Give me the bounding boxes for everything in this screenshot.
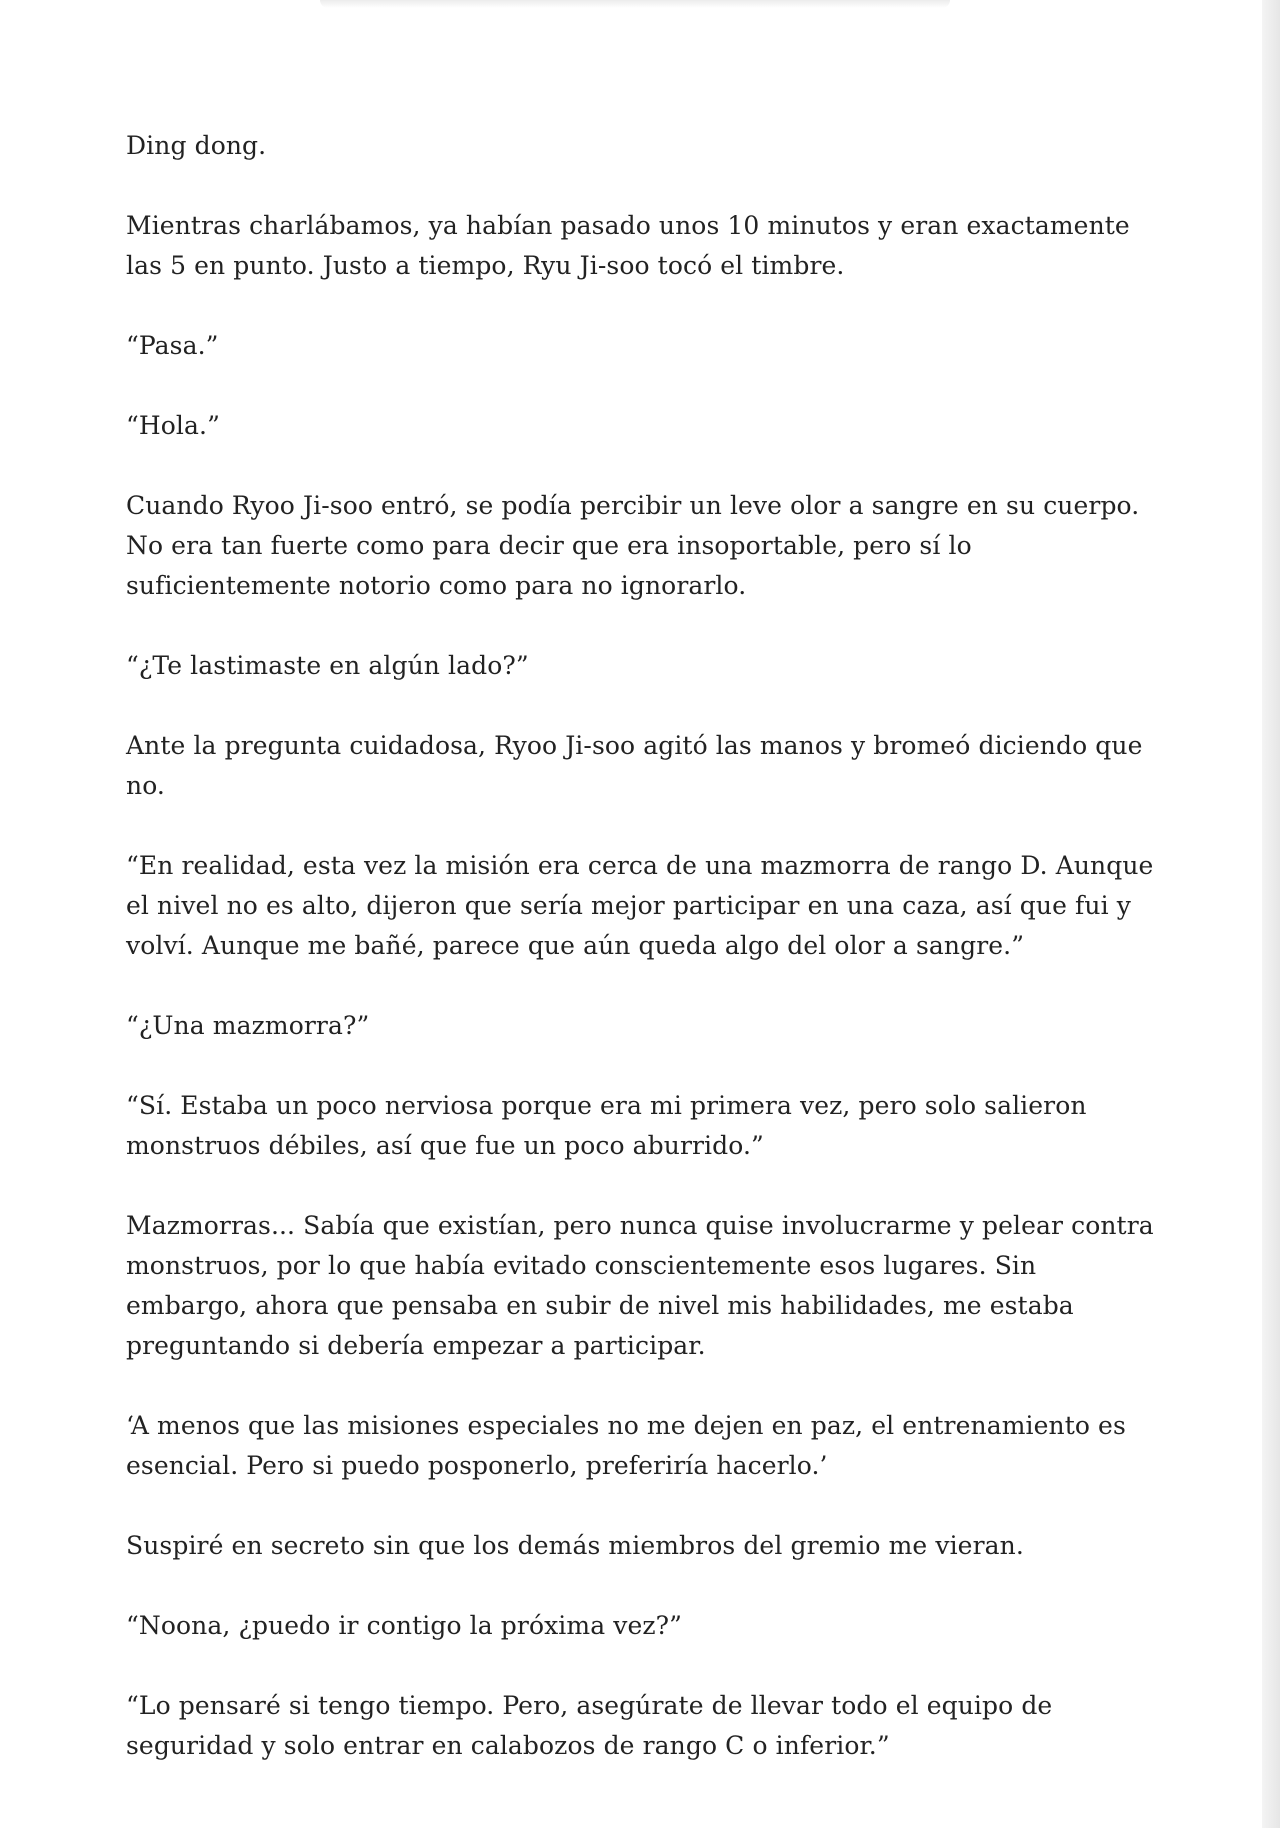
paragraph: “¿Una mazmorra?” bbox=[126, 1011, 370, 1040]
paragraph: “En realidad, esta vez la misión era cerca de una mazmorra de rango D. Aunque el nivel no es alto, dijeron que sería mejor participar en una caza, así que fui y volví. Aunque me bañé, parece que aún queda algo del olor a sangre.” bbox=[126, 851, 1154, 960]
paragraph: Mazmorras... Sabía que existían, pero nunca quise involucrarme y pelear contra monstruos, por lo que había evitado conscientemente esos lugares. Sin embargo, ahora que pensaba en subir de nivel mis habilidades, me estaba preguntando si debería empezar a participar. bbox=[126, 1211, 1154, 1360]
paragraph: “Noona, ¿puedo ir contigo la próxima vez?” bbox=[126, 1611, 683, 1640]
paragraph: Mientras charlábamos, ya habían pasado unos 10 minutos y eran exactamente las 5 en punto. Justo a tiempo, Ryu Ji-soo tocó el timbre. bbox=[126, 211, 1130, 280]
paragraph: ‘A menos que las misiones especiales no me dejen en paz, el entrenamiento es esencial. Pero si puedo posponerlo, preferiría hacerlo.’ bbox=[126, 1411, 1126, 1480]
paragraph: “Hola.” bbox=[126, 411, 220, 440]
right-page-edge bbox=[1262, 0, 1280, 1828]
document-body bbox=[126, 126, 1156, 1806]
paragraph: Ante la pregunta cuidadosa, Ryoo Ji-soo agitó las manos y bromeó diciendo que no. bbox=[126, 731, 1143, 800]
paragraph: “Pasa.” bbox=[126, 331, 219, 360]
paragraph: Ding dong. bbox=[126, 131, 267, 160]
top-edge-shadow bbox=[320, 0, 950, 8]
paragraph: Suspiré en secreto sin que los demás miembros del gremio me vieran. bbox=[126, 1531, 1024, 1560]
paragraph: “Lo pensaré si tengo tiempo. Pero, asegúrate de llevar todo el equipo de seguridad y solo entrar en calabozos de rango C o inferior.” bbox=[126, 1691, 1053, 1760]
paragraph: Cuando Ryoo Ji-soo entró, se podía percibir un leve olor a sangre en su cuerpo. No era tan fuerte como para decir que era insoportable, pero sí lo suficientemente notorio como para no ignorarlo. bbox=[126, 491, 1140, 600]
paragraph: “¿Te lastimaste en algún lado?” bbox=[126, 651, 529, 680]
paragraph: “Sí. Estaba un poco nerviosa porque era mi primera vez, pero solo salieron monstruos débiles, así que fue un poco aburrido.” bbox=[126, 1091, 1087, 1160]
